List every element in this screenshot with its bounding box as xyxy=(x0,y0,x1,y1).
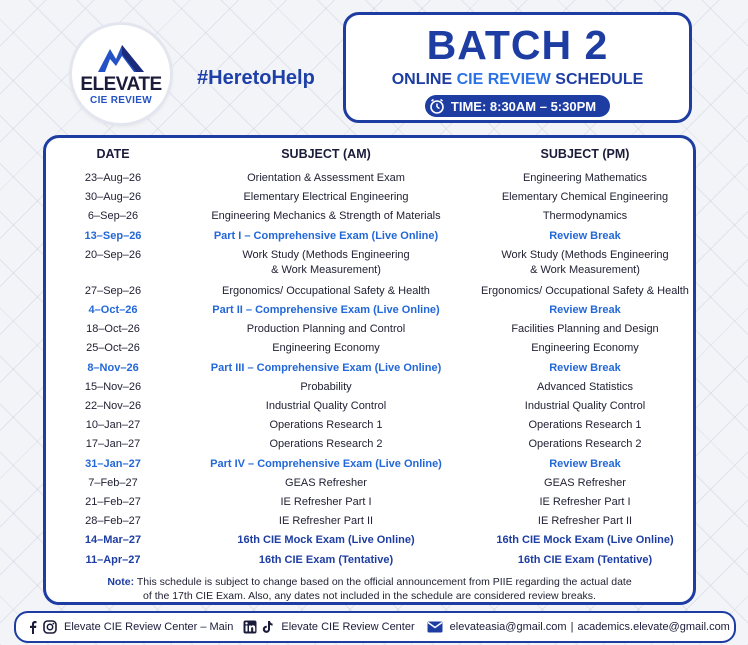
row-subject-pm-text: Advanced Statistics xyxy=(537,380,633,393)
row-subject-am xyxy=(176,476,476,491)
row-subject-pm xyxy=(474,380,696,395)
row-subject-pm xyxy=(474,457,696,472)
row-date: 30–Aug–26 xyxy=(84,191,142,204)
row-subject-am-text: Industrial Quality Control xyxy=(265,400,387,412)
row-subject-am-text: Engineering Mechanics & Strength of Materials xyxy=(211,210,441,223)
row-date: 22–Nov–26 xyxy=(84,400,142,412)
row-subject-pm xyxy=(474,533,696,548)
contact-footer xyxy=(14,611,736,643)
row-subject-pm-text: Review Break xyxy=(549,457,621,470)
row-subject-am-text: IE Refresher Part II xyxy=(278,515,374,528)
row-subject-am xyxy=(176,248,476,278)
row-subject-am xyxy=(176,284,476,299)
row-date: 4–Oct–26 xyxy=(88,304,138,316)
row-subject-am xyxy=(176,303,476,318)
facebook-icon xyxy=(26,620,40,634)
linkedin-page-name: Elevate CIE Review Center xyxy=(281,621,415,633)
header-date: DATE xyxy=(96,147,130,161)
row-subject-pm-text: Review Break xyxy=(549,304,621,316)
row-date: 6–Sep–26 xyxy=(87,210,139,223)
row-date: 14–Mar–27 xyxy=(84,534,142,547)
elevate-logo xyxy=(72,25,170,123)
row-date: 8–Nov–26 xyxy=(87,361,139,374)
email-academics[interactable]: academics.elevate@gmail.com xyxy=(577,621,730,633)
row-subject-am xyxy=(176,229,476,244)
row-subject-pm-text: GEAS Refresher xyxy=(544,476,626,489)
facebook-link[interactable] xyxy=(26,620,233,634)
row-subject-pm-text: Facilities Planning and Design xyxy=(511,323,659,336)
row-subject-pm xyxy=(474,171,696,186)
time-pill xyxy=(425,95,610,117)
row-subject-pm xyxy=(474,418,696,433)
subtitle-cie-review: CIE REVIEW xyxy=(456,71,551,88)
tiktok-icon xyxy=(260,620,274,634)
linkedin-icon xyxy=(243,620,257,634)
row-subject-pm-text: 16th CIE Mock Exam (Live Online) xyxy=(496,534,674,547)
batch-subtitle xyxy=(346,70,689,90)
subtitle-online: ONLINE xyxy=(391,71,453,88)
instagram-icon xyxy=(43,620,57,634)
row-date: 20–Sep–26 xyxy=(84,248,142,261)
row-subject-am xyxy=(176,514,476,529)
note-line-2: of the 17th CIE Exam. Also, any dates not included in the schedule are considered review breaks. xyxy=(143,590,596,602)
row-date: 10–Jan–27 xyxy=(85,419,141,432)
row-subject-pm xyxy=(474,209,696,224)
row-subject-am-text: Operations Research 2 xyxy=(269,438,383,451)
row-subject-am-text-line2: & Work Measurement) xyxy=(271,263,381,276)
header-subject-pm: SUBJECT (PM) xyxy=(540,147,630,161)
row-subject-am xyxy=(176,190,476,205)
row-subject-am xyxy=(176,553,476,568)
clock-icon xyxy=(429,98,445,114)
email-contacts xyxy=(427,620,730,634)
hashtag: #HeretoHelp xyxy=(197,67,315,89)
row-subject-am-text: 16th CIE Exam (Tentative) xyxy=(258,553,394,566)
row-date: 15–Nov–26 xyxy=(84,380,142,393)
row-subject-am-text: Work Study (Methods Engineering xyxy=(242,248,410,261)
row-subject-am xyxy=(176,341,476,356)
batch-title: BATCH 2 xyxy=(426,22,609,68)
row-subject-pm-text-line2: & Work Measurement) xyxy=(530,263,640,276)
row-subject-am-text: Part IV – Comprehensive Exam (Live Online) xyxy=(210,457,442,470)
row-subject-pm-text: Ergonomics/ Occupational Safety & Health xyxy=(481,284,689,297)
row-date: 18–Oct–26 xyxy=(86,323,140,336)
row-subject-am-text: Part III – Comprehensive Exam (Live Online) xyxy=(210,361,442,374)
logo-subtitle: CIE REVIEW xyxy=(90,95,152,106)
row-date: 13–Sep–26 xyxy=(84,229,142,242)
row-subject-pm-text: IE Refresher Part II xyxy=(537,515,633,528)
row-date: 23–Aug–26 xyxy=(84,172,142,184)
row-subject-am-text: Operations Research 1 xyxy=(269,419,383,432)
row-subject-am xyxy=(176,437,476,452)
row-subject-am xyxy=(176,495,476,510)
row-subject-pm-text: Engineering Economy xyxy=(531,342,639,355)
row-subject-pm-text: Industrial Quality Control xyxy=(524,400,646,412)
logo-name: ELEVATE xyxy=(80,74,162,95)
note-label: Note: xyxy=(107,576,135,588)
row-subject-pm-text: Work Study (Methods Engineering xyxy=(501,248,669,261)
row-subject-am xyxy=(176,418,476,433)
row-subject-am-text: Probability xyxy=(300,380,352,393)
row-subject-pm xyxy=(474,361,696,376)
row-date: 11–Apr–27 xyxy=(85,553,141,566)
row-subject-pm-text: Operations Research 2 xyxy=(528,438,642,451)
row-subject-am-text: Production Planning and Control xyxy=(246,323,406,336)
row-date: 28–Feb–27 xyxy=(85,515,141,528)
row-subject-pm-text: Operations Research 1 xyxy=(528,419,642,432)
row-subject-am-text: Part I – Comprehensive Exam (Live Online) xyxy=(213,229,439,242)
row-subject-am xyxy=(176,361,476,376)
email-primary[interactable]: elevateasia@gmail.com xyxy=(449,621,567,633)
row-subject-am xyxy=(176,171,476,186)
row-subject-pm-text: Thermodynamics xyxy=(542,210,628,223)
row-date: 31–Jan–27 xyxy=(85,457,141,470)
row-subject-am xyxy=(176,209,476,224)
row-subject-am-text: IE Refresher Part I xyxy=(280,496,372,508)
row-subject-pm xyxy=(474,190,696,205)
subtitle-schedule: SCHEDULE xyxy=(555,71,644,88)
row-subject-am xyxy=(176,380,476,395)
row-date: 25–Oct–26 xyxy=(86,342,140,355)
row-subject-pm xyxy=(474,514,696,529)
row-subject-pm xyxy=(474,284,696,299)
schedule-note xyxy=(46,575,693,603)
note-line-1: This schedule is subject to change based on the official announcement from PIIE regarding the actual date xyxy=(134,576,632,588)
row-subject-pm xyxy=(474,553,696,568)
row-date: 7–Feb–27 xyxy=(88,476,138,489)
elevate-logo-mark-icon xyxy=(96,41,146,73)
row-subject-pm xyxy=(474,322,696,337)
row-subject-pm xyxy=(474,476,696,491)
row-subject-am xyxy=(176,457,476,472)
batch-header-box xyxy=(343,12,692,123)
row-subject-am-text: GEAS Refresher xyxy=(285,476,367,489)
schedule-card xyxy=(43,135,696,605)
row-subject-am-text: Engineering Economy xyxy=(272,342,380,355)
row-subject-pm xyxy=(474,399,696,414)
row-subject-pm xyxy=(474,495,696,510)
row-date: 17–Jan–27 xyxy=(85,438,141,451)
row-subject-pm xyxy=(474,437,696,452)
email-divider: | xyxy=(570,621,574,633)
row-subject-pm xyxy=(474,341,696,356)
row-subject-am-text: Ergonomics/ Occupational Safety & Health xyxy=(222,284,430,297)
row-subject-am-text: Part II – Comprehensive Exam (Live Online) xyxy=(212,304,440,316)
linkedin-link[interactable] xyxy=(243,620,414,634)
row-subject-pm-text: Review Break xyxy=(549,361,621,374)
row-subject-pm xyxy=(474,248,696,278)
row-subject-am xyxy=(176,533,476,548)
row-subject-am-text: Orientation & Assessment Exam xyxy=(247,172,405,184)
email-icon xyxy=(427,620,443,634)
row-subject-pm-text: IE Refresher Part I xyxy=(539,496,631,508)
row-date: 21–Feb–27 xyxy=(85,496,141,508)
row-subject-pm xyxy=(474,229,696,244)
time-text: TIME: 8:30AM – 5:30PM xyxy=(450,98,597,114)
row-subject-pm-text: Review Break xyxy=(549,229,621,242)
row-subject-pm-text: 16th CIE Exam (Tentative) xyxy=(517,553,653,566)
header-subject-am: SUBJECT (AM) xyxy=(281,147,371,161)
row-subject-am-text: Elementary Electrical Engineering xyxy=(243,191,409,204)
row-subject-pm-text: Elementary Chemical Engineering xyxy=(501,191,669,204)
row-subject-am xyxy=(176,399,476,414)
row-subject-pm-text: Engineering Mathematics xyxy=(522,172,648,184)
facebook-page-name: Elevate CIE Review Center – Main xyxy=(64,621,234,633)
row-date: 27–Sep–26 xyxy=(84,284,142,297)
row-subject-am-text: 16th CIE Mock Exam (Live Online) xyxy=(237,534,415,547)
row-subject-am xyxy=(176,322,476,337)
row-subject-pm xyxy=(474,303,696,318)
